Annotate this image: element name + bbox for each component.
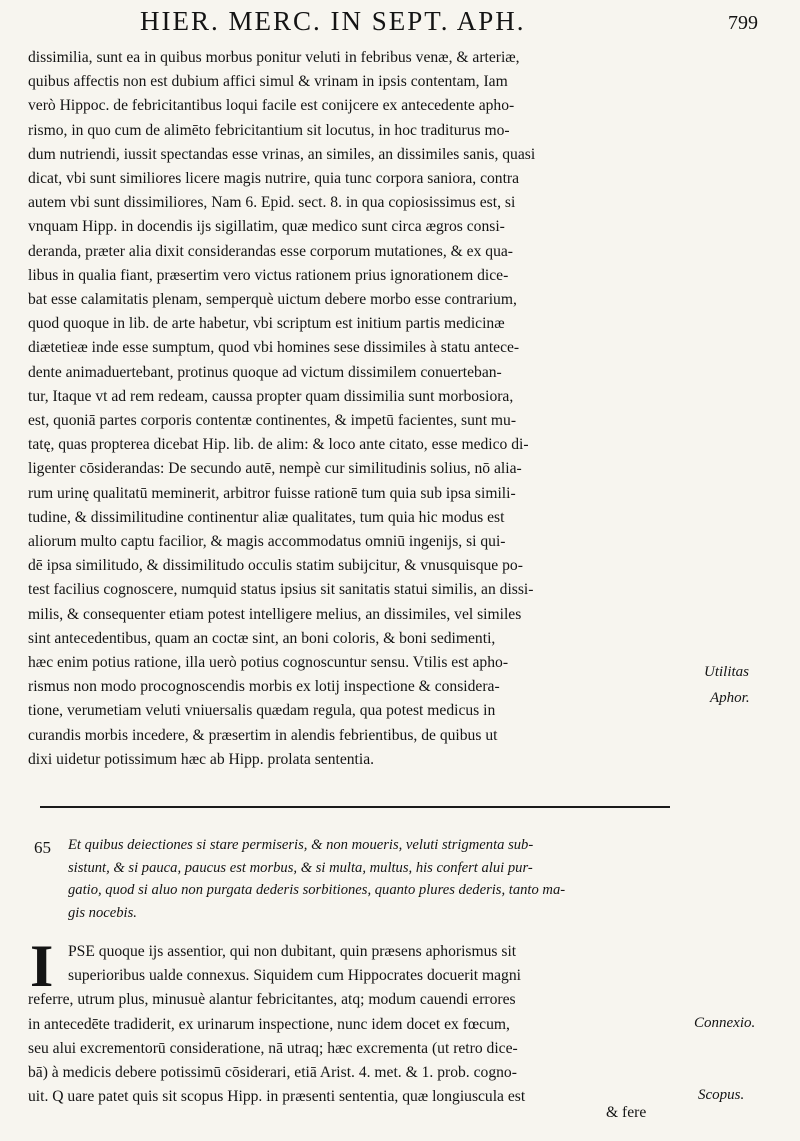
text-line: dicat, vbi sunt similiores licere magis nutrire, quia tunc corpora saniora, contra (28, 170, 520, 188)
text-line: dum nutriendi, iussit spectandas esse vrinas, an similes, an dissimiles sanis, quasi (28, 145, 536, 163)
text-line: hæc enim potius ratione, illa uerò potius cognoscuntur sensu. Vtilis est apho- (28, 654, 509, 672)
commentary-line: bā) à medicis debere potissimū cōsiderari, etiā Arist. 4. met. & 1. prob. cogno- (28, 1064, 517, 1082)
section-divider (40, 806, 670, 808)
commentary-line: PSE quoque ijs assentior, qui non dubitant, quin præsens aphorismus sit (68, 943, 517, 960)
text-line: aliorum multo captu facilior, & magis accommodatus omniū ingenijs, si qui- (28, 533, 506, 551)
text-line: sint antecedentibus, quam an coctæ sint, an boni coloris, & boni sedimenti, (28, 629, 496, 647)
text-line: ligenter cōsiderandas: De secundo autē, nempè cur similitudinis solius, nō alia- (28, 460, 522, 478)
drop-cap: I (30, 933, 54, 999)
margin-note-aphor: Aphor. (710, 690, 750, 706)
running-title: HIER. MERC. IN SEPT. APH. (140, 6, 526, 36)
text-line: deranda, præter alia dixit considerandas esse corporum mutationes, & ex qua- (28, 242, 513, 260)
aphorism-number: 65 (34, 838, 51, 857)
text-line: dē ipsa similitudo, & dissimilitudo occulis statim subijcitur, & vnusquisque po- (28, 557, 523, 575)
text-line: dente animaduertebant, protinus quoque ad victum dissimilem conuerteban- (28, 363, 502, 381)
text-line: diætetieæ inde esse sumptum, quod vbi homines sese dissimiles à statu antece- (28, 339, 520, 357)
aphorism-text (68, 834, 688, 924)
text-line: rismo, in quo cum de alimēto febricitantium sit locutus, in hoc traditurus mo- (28, 121, 510, 139)
page-number: 799 (728, 12, 758, 34)
text-line: vnquam Hipp. in docendis ijs sigillatim, quæ medico sunt circa ægros consi- (28, 218, 505, 236)
text-line: dixi uidetur potissimum hæc ab Hipp. prolata sententia. (28, 750, 375, 768)
text-line: test facilius cognoscere, numquid status ipsius sit sanitatis statui similis, an dissi- (28, 581, 534, 599)
text-line: quibus affectis non est dubium affici simul & vrinam in ipsis contentam, Iam (28, 73, 508, 91)
text-line: tatę, quas propterea dicebat Hip. lib. de alim: & loco ante citato, esse medico di- (28, 436, 529, 454)
commentary-body (28, 46, 690, 772)
aphorism-line: gatio, quod si aluo non purgata dederis sorbitiones, quanto plures dederis, tanto ma- (68, 882, 566, 898)
text-line: est, quoniā partes corporis contentæ continentes, & impetū facientes, sunt mu- (28, 412, 517, 430)
commentary-line: referre, utrum plus, minusuè alantur febricitantes, atq; modum cauendi errores (28, 991, 516, 1009)
catchword: & fere (606, 1104, 647, 1121)
commentary-line: seu alui excrementorū consideratione, nā utraq; hæc excrementa (ut retro dice- (28, 1039, 518, 1057)
commentary-line: uit. Q uare patet quis sit scopus Hipp. in præsenti sententia, quæ longiuscula est (28, 1088, 526, 1106)
text-line: libus in qualia fiant, præsertim vero victus rationem prius ignorationem dice- (28, 266, 509, 284)
text-line: milis, & consequenter etiam potest intelligere melius, an dissimiles, vel similes (28, 605, 522, 623)
text-line: tur, Itaque vt ad rem redeam, caussa propter quam dissimilia sunt morbosiora, (28, 387, 514, 405)
text-line: tudine, & dissimilitudine continentur aliæ qualitates, tum quia hic modus est (28, 508, 505, 526)
text-line: autem vbi sunt dissimiliores, Nam 6. Epid. sect. 8. in qua copiosissimus est, si (28, 194, 516, 212)
margin-note-connexio: Connexio. (694, 1015, 756, 1031)
commentary-text (28, 933, 690, 1109)
text-line: rum urinę qualitatū meminerit, arbitror fuisse rationē tum quia sub ipsa simili- (28, 484, 516, 502)
commentary-line: in antecedēte tradiderit, ex urinarum inspectione, nunc idem docet ex fœcum, (28, 1015, 510, 1033)
text-line: tione, verumetiam veluti vniuersalis quædam regula, qua potest medicus in (28, 702, 496, 720)
text-line: verò Hippoc. de febricitantibus loqui facile est conijcere ex antecedente apho- (28, 97, 515, 115)
aphorism-line: Et quibus deiectiones si stare permiseris, & non moueris, veluti strigmenta sub- (68, 837, 534, 853)
aphorism-line: gis nocebis. (68, 904, 137, 921)
commentary-line: superioribus ualde connexus. Siquidem cum Hippocrates docuerit magni (68, 967, 521, 985)
text-line: bat esse calamitatis plenam, semperquè uictum debere morbo esse contrarium, (28, 291, 517, 309)
text-line: dissimilia, sunt ea in quibus morbus ponitur veluti in febribus venæ, & arteriæ, (28, 49, 520, 66)
text-line: curandis morbis incedere, & præsertim in alendis febrientibus, de quibus ut (28, 726, 498, 744)
margin-note-utilitas: Utilitas (704, 664, 750, 680)
text-line: rismus non modo procognoscendis morbis ex lotij inspectione & considera- (28, 678, 500, 696)
aphorism-line: sistunt, & si pauca, paucus est morbus, & si multa, multus, his confert alui pur- (68, 859, 533, 876)
margin-note-scopus: Scopus. (698, 1087, 745, 1103)
text-line: quod quoque in lib. de arte habetur, vbi scriptum est initium partis medicinæ (28, 315, 505, 333)
